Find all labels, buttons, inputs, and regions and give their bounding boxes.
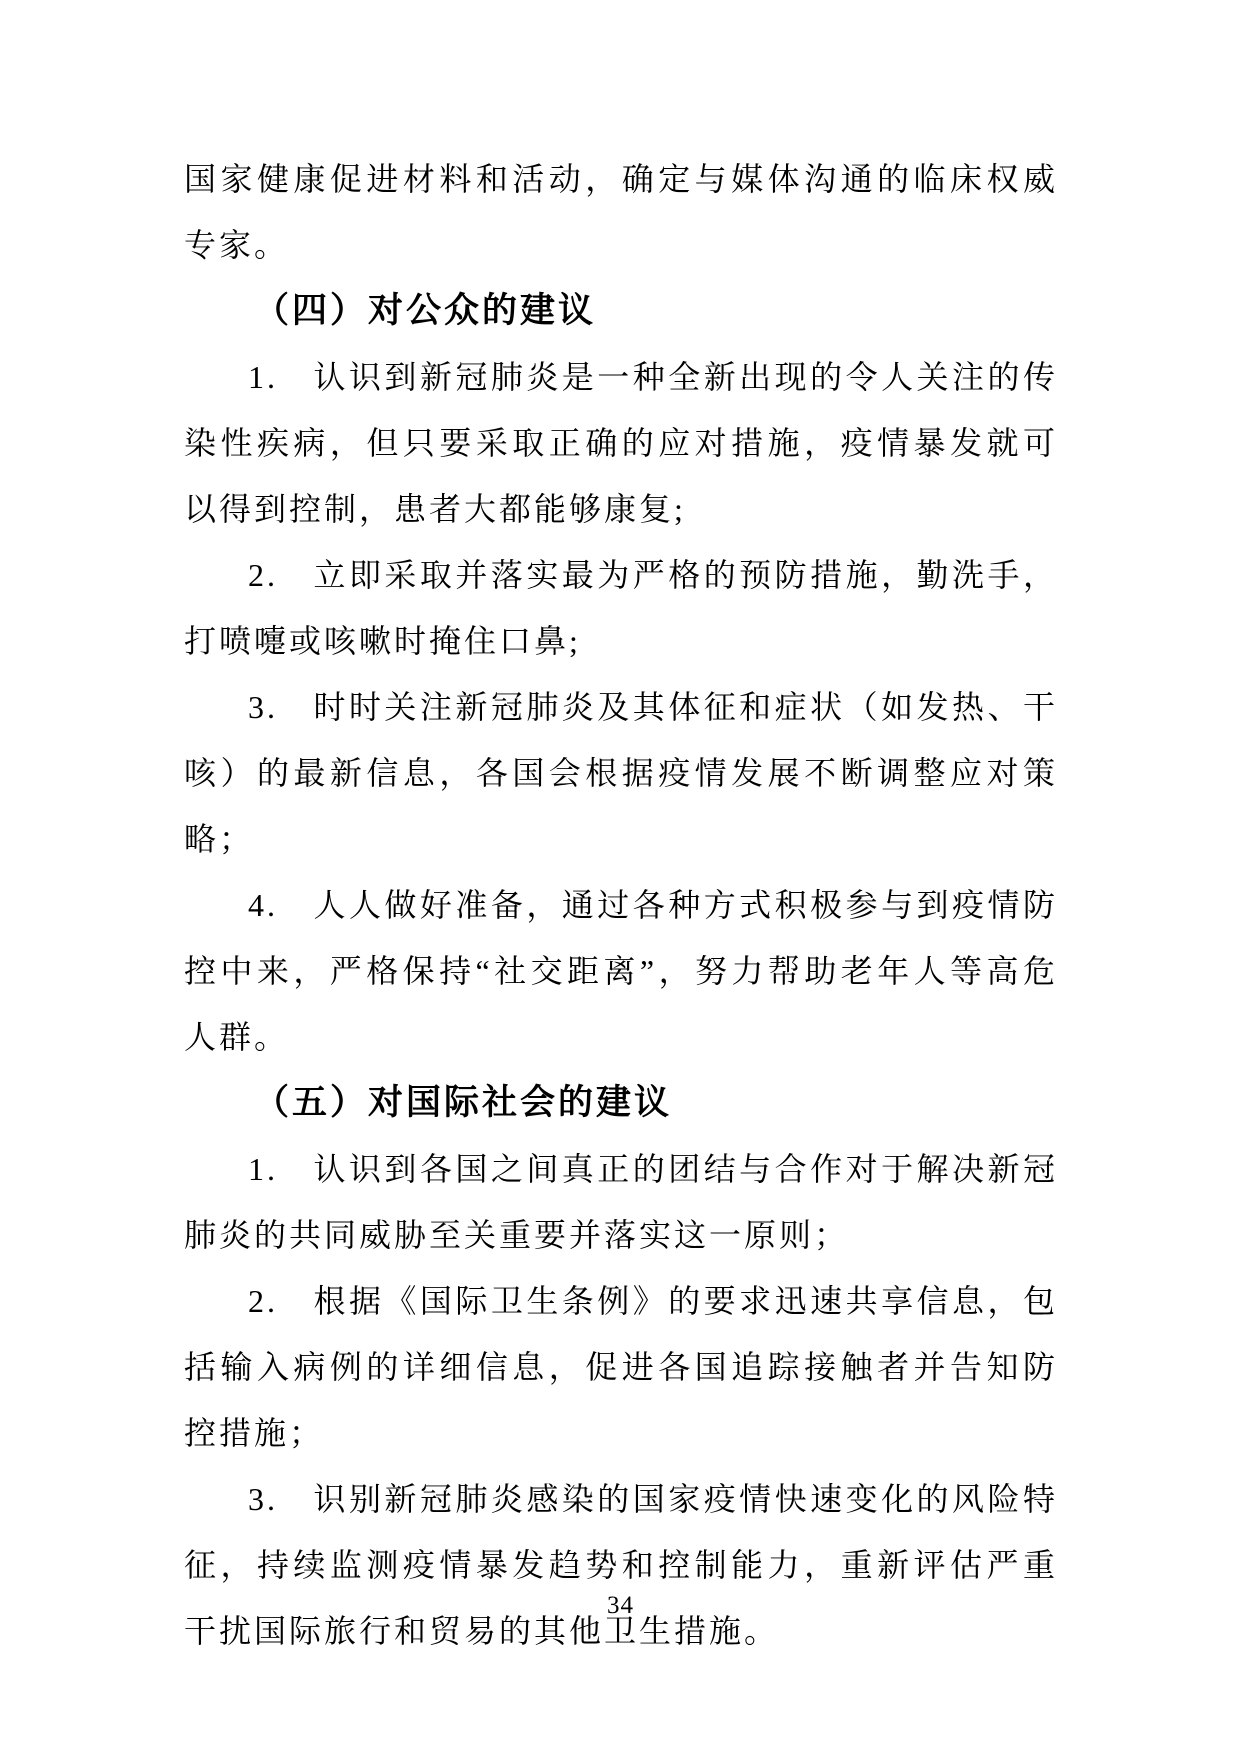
list-item-public-4: 4. 人人做好准备，通过各种方式积极参与到疫情防控中来，严格保持“社交距离”，努力帮助老年人等高危人群。 — [184, 887, 1058, 1055]
list-item-international-1: 1. 认识到各国之间真正的团结与合作对于解决新冠肺炎的共同威胁至关重要并落实这一原则； — [184, 1151, 1058, 1253]
list-item-public-1: 1. 认识到新冠肺炎是一种全新出现的令人关注的传染性疾病，但只要采取正确的应对措施，疫情暴发就可以得到控制，患者大都能够康复; — [184, 359, 1058, 527]
paragraph-continuation: 国家健康促进材料和活动，确定与媒体沟通的临床权威专家。 — [184, 161, 1058, 263]
list-item-public-3: 3. 时时关注新冠肺炎及其体征和症状（如发热、干咳）的最新信息，各国会根据疫情发展不断调整应对策略； — [184, 689, 1058, 857]
page-number: 34 — [607, 1592, 634, 1619]
section-heading-international-advice: （五）对国际社会的建议 — [254, 1083, 673, 1122]
section-heading-public-advice: （四）对公众的建议 — [254, 291, 597, 330]
document-body — [184, 146, 1058, 1664]
list-item-international-3: 3. 识别新冠肺炎感染的国家疫情快速变化的风险特征，持续监测疫情暴发趋势和控制能力，重新评估严重干扰国际旅行和贸易的其他卫生措施。 — [184, 1481, 1058, 1649]
list-item-international-2: 2. 根据《国际卫生条例》的要求迅速共享信息，包括输入病例的详细信息，促进各国追踪接触者并告知防控措施； — [184, 1283, 1058, 1451]
list-item-public-2: 2. 立即采取并落实最为严格的预防措施，勤洗手，打喷嚏或咳嗽时掩住口鼻; — [184, 557, 1058, 659]
